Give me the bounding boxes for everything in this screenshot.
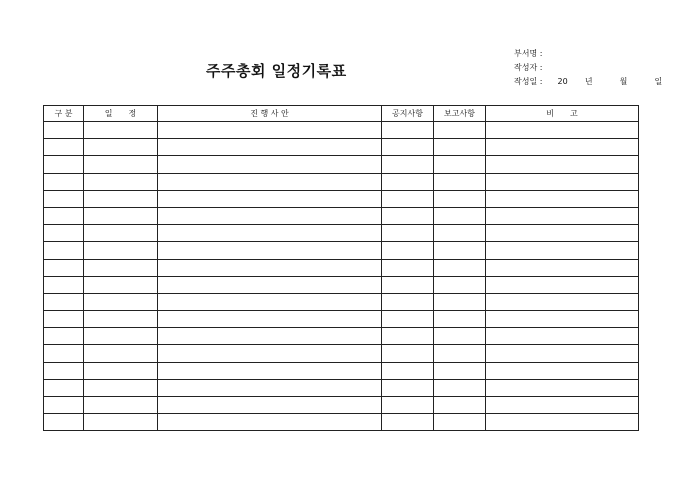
report-cell [434,190,486,207]
table-row [44,207,639,224]
proceedings-cell [158,139,382,156]
schedule-cell [84,259,158,276]
schedule-cell [84,139,158,156]
table-row [44,276,639,293]
remarks-cell [486,311,639,328]
remarks-cell [486,276,639,293]
notice-cell [382,139,434,156]
schedule-cell [84,173,158,190]
schedule-cell [84,276,158,293]
proceedings-cell [158,276,382,293]
category-cell [44,259,84,276]
remarks-cell [486,345,639,362]
proceedings-cell [158,362,382,379]
header-notice: 공지사항 [382,106,434,122]
remarks-cell [486,379,639,396]
category-cell [44,173,84,190]
remarks-cell [486,225,639,242]
report-cell [434,362,486,379]
report-cell [434,242,486,259]
report-cell [434,122,486,139]
schedule-cell [84,293,158,310]
notice-cell [382,207,434,224]
category-cell [44,362,84,379]
category-cell [44,276,84,293]
date-field [514,76,662,87]
notice-cell [382,328,434,345]
report-cell [434,379,486,396]
header-remarks: 비 고 [486,106,639,122]
table-row [44,311,639,328]
date-year: 20 [557,77,568,86]
table-row [44,225,639,242]
notice-cell [382,122,434,139]
schedule-cell [84,156,158,173]
schedule-cell [84,328,158,345]
header-schedule: 일 정 [84,106,158,122]
category-cell [44,207,84,224]
report-cell [434,328,486,345]
notice-cell [382,311,434,328]
report-cell [434,345,486,362]
document-title: 주주총회 일정기록표 [206,62,347,80]
report-cell [434,276,486,293]
schedule-cell [84,362,158,379]
remarks-cell [486,328,639,345]
category-cell [44,122,84,139]
table-row [44,122,639,139]
schedule-table [43,105,639,431]
schedule-cell [84,122,158,139]
proceedings-cell [158,173,382,190]
notice-cell [382,173,434,190]
notice-cell [382,414,434,431]
report-cell [434,397,486,414]
table-row [44,259,639,276]
remarks-cell [486,207,639,224]
report-cell [434,293,486,310]
table-row [44,379,639,396]
remarks-cell [486,139,639,156]
report-cell [434,414,486,431]
schedule-cell [84,414,158,431]
table-row [44,328,639,345]
remarks-cell [486,397,639,414]
notice-cell [382,225,434,242]
table-row [44,190,639,207]
notice-cell [382,276,434,293]
proceedings-cell [158,397,382,414]
notice-cell [382,156,434,173]
report-cell [434,311,486,328]
schedule-cell [84,242,158,259]
report-cell [434,139,486,156]
writer-label: 작성자 : [514,63,543,72]
notice-cell [382,362,434,379]
notice-cell [382,242,434,259]
schedule-cell [84,379,158,396]
notice-cell [382,345,434,362]
category-cell [44,379,84,396]
schedule-cell [84,225,158,242]
proceedings-cell [158,328,382,345]
remarks-cell [486,173,639,190]
table-row [44,173,639,190]
category-cell [44,156,84,173]
remarks-cell [486,190,639,207]
proceedings-cell [158,414,382,431]
remarks-cell [486,293,639,310]
category-cell [44,293,84,310]
proceedings-cell [158,225,382,242]
department-label: 부서명 : [514,49,543,58]
table-row [44,139,639,156]
category-cell [44,414,84,431]
proceedings-cell [158,259,382,276]
table-header-row [44,106,639,122]
writer-field [514,62,542,73]
notice-cell [382,259,434,276]
proceedings-cell [158,311,382,328]
proceedings-cell [158,190,382,207]
notice-cell [382,379,434,396]
report-cell [434,259,486,276]
proceedings-cell [158,242,382,259]
schedule-cell [84,190,158,207]
category-cell [44,190,84,207]
date-month-unit: 월 [619,77,628,86]
category-cell [44,139,84,156]
remarks-cell [486,156,639,173]
category-cell [44,311,84,328]
table-body [44,122,639,431]
notice-cell [382,397,434,414]
proceedings-cell [158,379,382,396]
date-label: 작성일 : [514,77,543,86]
report-cell [434,173,486,190]
header-report: 보고사항 [434,106,486,122]
table-row [44,156,639,173]
schedule-cell [84,345,158,362]
table-row [44,242,639,259]
date-year-unit: 년 [584,77,593,86]
category-cell [44,225,84,242]
category-cell [44,397,84,414]
table-row [44,362,639,379]
header-category: 구 분 [44,106,84,122]
remarks-cell [486,242,639,259]
table-row [44,414,639,431]
category-cell [44,242,84,259]
notice-cell [382,190,434,207]
proceedings-cell [158,207,382,224]
table-row [44,345,639,362]
proceedings-cell [158,122,382,139]
notice-cell [382,293,434,310]
proceedings-cell [158,293,382,310]
schedule-cell [84,311,158,328]
header-proceedings: 진 행 사 안 [158,106,382,122]
report-cell [434,225,486,242]
category-cell [44,328,84,345]
remarks-cell [486,122,639,139]
schedule-cell [84,397,158,414]
date-day-unit: 일 [654,77,663,86]
department-field [514,48,542,59]
remarks-cell [486,362,639,379]
report-cell [434,156,486,173]
report-cell [434,207,486,224]
proceedings-cell [158,156,382,173]
table-row [44,293,639,310]
category-cell [44,345,84,362]
proceedings-cell [158,345,382,362]
remarks-cell [486,259,639,276]
table-row [44,397,639,414]
remarks-cell [486,414,639,431]
schedule-cell [84,207,158,224]
